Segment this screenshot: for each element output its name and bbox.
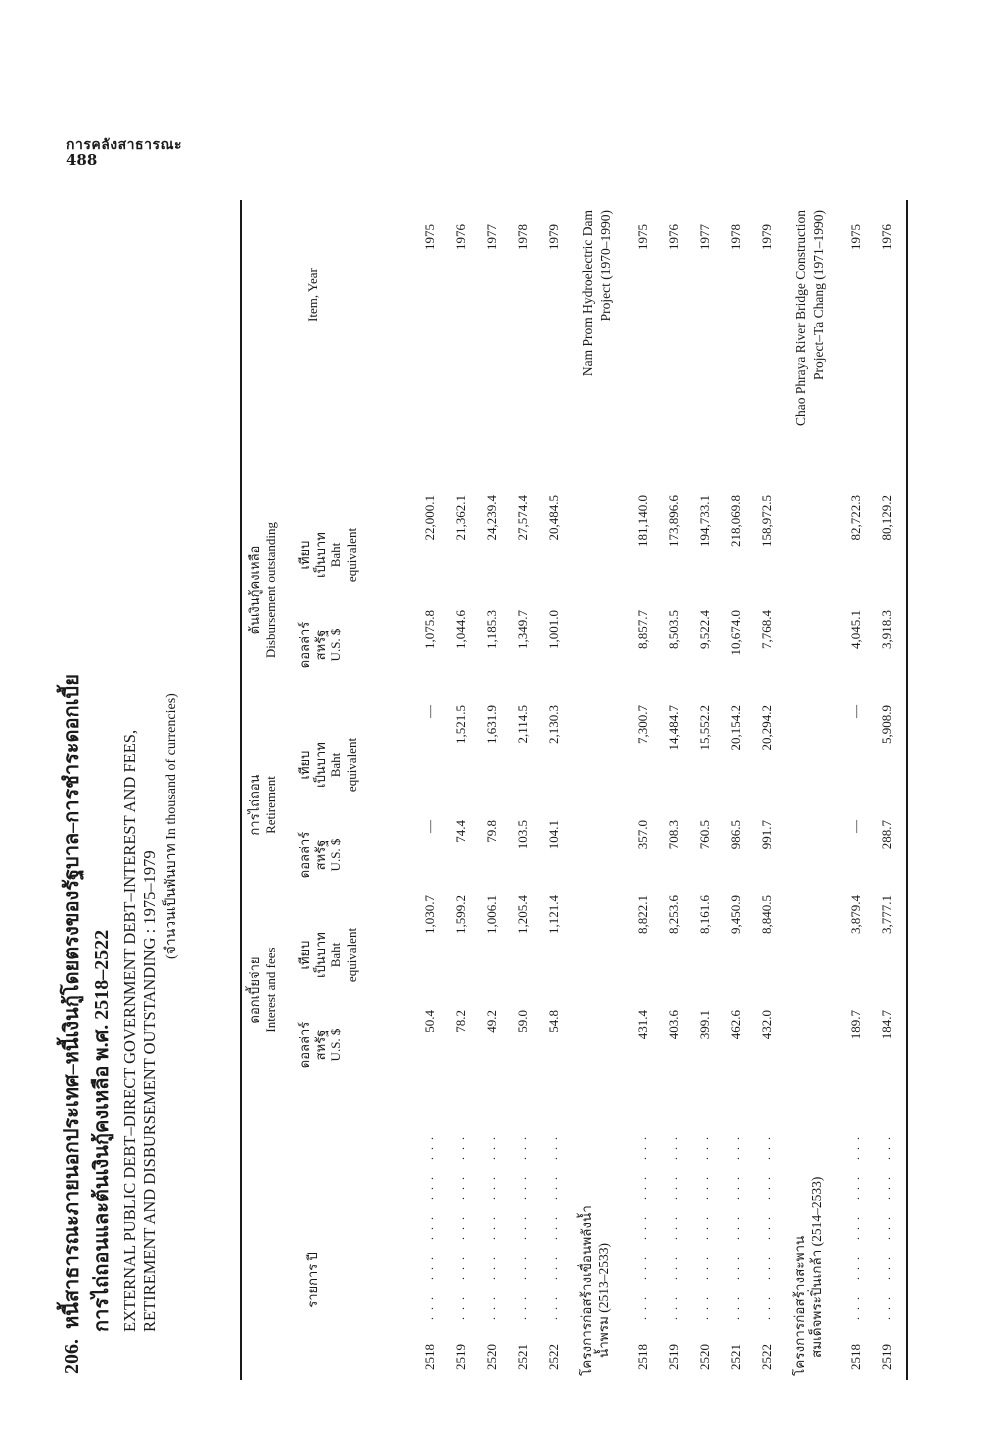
subheader-usd-th2: สหรัฐ [312, 839, 328, 871]
cell-int-usd: 59.0 [515, 1010, 530, 1033]
cell-out-baht: 158,972.5 [759, 495, 774, 547]
section-heading-th [792, 1177, 826, 1376]
leader-dots: ... ... ... ... ... [697, 1130, 711, 1320]
header-group-retirement [247, 720, 278, 890]
leader-dots: ... ... ... ... ... [453, 1130, 467, 1320]
cell-ret-baht: 7,300.7 [635, 705, 650, 744]
cell-ret-usd: 103.5 [515, 820, 530, 850]
subheader-usd [297, 820, 344, 890]
cell-int-baht: 1,006.1 [484, 895, 499, 934]
subheader-usd-en: U.S. $ [328, 628, 344, 662]
row-year-be: 2519 [879, 1344, 894, 1370]
row-year-ce: 1975 [635, 224, 650, 250]
subheader-usd-en: U.S. $ [328, 1028, 344, 1062]
cell-int-usd: 403.6 [666, 1010, 681, 1040]
subheader-baht-th2: เป็นบาท [312, 742, 328, 788]
leader-dots: ... ... ... ... ... [546, 1130, 560, 1320]
unit-note: (จำนวนเป็นพันบาท In thousand of currencies) [163, 693, 179, 959]
running-head [66, 138, 182, 168]
leader-dots: ... ... ... ... ... [879, 1130, 893, 1320]
subheader-usd-en: U.S. $ [328, 838, 344, 872]
header-retirement-en: Retirement [262, 776, 278, 834]
cell-out-usd: 1,185.3 [484, 610, 499, 649]
row-year-ce: 1976 [879, 224, 894, 250]
row-year-ce: 1977 [484, 224, 499, 250]
cell-out-baht: 173,896.6 [666, 495, 681, 547]
table-title-th-2: การไถ่ถอนและต้นเงินกู้คงเหลือ พ.ศ. 2518–2522 [91, 929, 113, 1332]
header-outstanding-th: ต้นเงินกู้คงเหลือ [247, 545, 262, 635]
row-year-be: 2520 [484, 1344, 499, 1370]
cell-out-baht: 82,722.3 [848, 495, 863, 541]
row-year-be: 2521 [728, 1344, 743, 1370]
cell-int-usd: 462.6 [728, 1010, 743, 1040]
cell-out-baht: 27,574.4 [515, 495, 530, 541]
row-year-ce: 1978 [728, 224, 743, 250]
cell-ret-usd: 986.5 [728, 820, 743, 850]
cell-out-usd: 10,674.0 [728, 610, 743, 656]
cell-out-usd: 1,044.6 [453, 610, 468, 649]
leader-dots: ... ... ... ... ... [484, 1130, 498, 1320]
table-number: 206. [61, 1339, 83, 1374]
section-label-en-1: Chao Phraya River Bridge Construction [793, 210, 808, 426]
table-title-thai-1 [60, 214, 84, 1374]
leader-dots: ... ... ... ... ... [635, 1130, 649, 1320]
cell-out-usd: 9,522.4 [697, 610, 712, 649]
cell-ret-baht: 14,484.7 [666, 705, 681, 751]
cell-out-usd: 8,503.5 [666, 610, 681, 649]
row-year-be: 2518 [848, 1344, 863, 1370]
cell-int-usd: 189.7 [848, 1010, 863, 1040]
cell-int-usd: 54.8 [546, 1010, 561, 1033]
running-head-title: การคลังสาธารณะ [66, 137, 182, 153]
subheader-baht-en2: equivalent [343, 927, 359, 983]
cell-int-baht: 8,253.6 [666, 895, 681, 934]
subheader-baht-th1: เทียบ [297, 940, 312, 970]
cell-out-baht: 20,484.5 [546, 495, 561, 541]
table-title-th-1: หนี้สาธารณะภายนอกประเทศ–หนี้เงินกู้โดยตรงของรัฐบาล–การชำระดอกเบี้ย [61, 674, 83, 1329]
cell-ret-baht: 2,114.5 [515, 705, 530, 744]
cell-out-usd: 8,857.7 [635, 610, 650, 649]
subheader-baht-en2: equivalent [343, 527, 359, 583]
page-number: 488 [66, 150, 98, 169]
cell-ret-baht: 2,130.3 [546, 705, 561, 744]
cell-ret-baht: 1,521.5 [453, 705, 468, 744]
row-year-be: 2521 [515, 1344, 530, 1370]
cell-ret-baht: 1,631.9 [484, 705, 499, 744]
cell-int-usd: 399.1 [697, 1010, 712, 1040]
subheader-usd-th1: ดอลล่าร์ [297, 621, 312, 669]
cell-int-baht: 1,121.4 [546, 895, 561, 934]
leader-dots: ... ... ... ... ... [759, 1130, 773, 1320]
section-label-th-2: สมเด็จพระปิ่นเกล้า (2514–2533) [808, 1176, 824, 1358]
cell-int-usd: 432.0 [759, 1010, 774, 1040]
row-year-be: 2522 [759, 1344, 774, 1370]
cell-ret-baht: 15,552.2 [697, 705, 712, 751]
section-heading-en [792, 210, 827, 480]
row-year-ce: 1975 [848, 224, 863, 250]
cell-out-usd: 1,001.0 [546, 610, 561, 649]
cell-int-baht: 3,879.4 [848, 895, 863, 934]
cell-int-baht: 1,030.7 [422, 895, 437, 934]
row-year-ce: 1976 [453, 224, 468, 250]
subheader-baht-en1: Baht [328, 752, 344, 778]
cell-out-baht: 21,362.1 [453, 495, 468, 541]
cell-out-baht: 80,129.2 [879, 495, 894, 541]
subheader-usd [297, 1010, 344, 1080]
subheader-usd-th1: ดอลล่าร์ [297, 1021, 312, 1069]
section-heading-en [579, 210, 614, 480]
subheader-usd-th1: ดอลล่าร์ [297, 831, 312, 879]
cell-int-baht: 3,777.1 [879, 895, 894, 934]
cell-int-usd: 431.4 [635, 1010, 650, 1040]
cell-int-usd: 49.2 [484, 1010, 499, 1033]
table-title-en-1: EXTERNAL PUBLIC DEBT–DIRECT GOVERNMENT DEBT–INTEREST AND FEES, [120, 729, 139, 1332]
subheader-baht [297, 720, 359, 810]
cell-ret-usd: 74.4 [453, 820, 468, 843]
row-year-be: 2522 [546, 1344, 561, 1370]
row-year-be: 2520 [697, 1344, 712, 1370]
header-outstanding-en: Disbursement outstanding [262, 521, 278, 659]
leader-dots: ... ... ... ... ... [728, 1130, 742, 1320]
subheader-baht-th2: เป็นบาท [312, 532, 328, 578]
cell-out-usd: 4,045.1 [848, 610, 863, 649]
row-year-be: 2518 [635, 1344, 650, 1370]
cell-out-baht: 181,140.0 [635, 495, 650, 547]
cell-int-baht: 8,161.6 [697, 895, 712, 934]
section-label-en-2: Project (1970–1990) [597, 210, 613, 322]
row-year-be: 2519 [666, 1344, 681, 1370]
subheader-baht [297, 910, 359, 1000]
cell-ret-usd: — [422, 820, 437, 833]
cell-ret-baht: 5,908.9 [879, 705, 894, 744]
table-title-en-2: RETIREMENT AND DISBURSEMENT OUTSTANDING : 1975–1979 [139, 850, 159, 1332]
subheader-baht-th1: เทียบ [297, 540, 312, 570]
row-year-ce: 1976 [666, 224, 681, 250]
section-label-en-1: Nam Prom Hydroelectric Dam [580, 210, 595, 377]
subheader-usd [297, 610, 344, 680]
cell-int-usd: 78.2 [453, 1010, 468, 1033]
row-year-be: 2518 [422, 1344, 437, 1370]
table-titles [60, 214, 180, 1374]
cell-int-baht: 8,822.1 [635, 895, 650, 934]
cell-ret-baht: 20,294.2 [759, 705, 774, 751]
section-label-th-1: โครงการก่อสร้างเขื่อนพลังน้ำ [579, 1205, 594, 1376]
subheader-usd-th2: สหรัฐ [312, 629, 328, 661]
cell-int-baht: 1,205.4 [515, 895, 530, 934]
cell-ret-usd: 708.3 [666, 820, 681, 850]
cell-ret-usd: — [848, 820, 863, 833]
cell-ret-baht: — [422, 705, 437, 718]
subheader-baht-th2: เป็นบาท [312, 932, 328, 978]
table-bottom-rule [906, 200, 908, 1380]
section-heading-th [579, 1205, 613, 1376]
header-group-outstanding [247, 490, 278, 690]
cell-int-baht: 1,599.2 [453, 895, 468, 934]
cell-out-baht: 218,069.8 [728, 495, 743, 547]
row-year-be: 2519 [453, 1344, 468, 1370]
row-year-ce: 1978 [515, 224, 530, 250]
cell-out-usd: 1,075.8 [422, 610, 437, 649]
subheader-baht-en1: Baht [328, 542, 344, 568]
leader-dots: ... ... ... ... ... [848, 1130, 862, 1320]
cell-int-baht: 9,450.9 [728, 895, 743, 934]
row-year-ce: 1975 [422, 224, 437, 250]
cell-ret-usd: 79.8 [484, 820, 499, 843]
section-label-th-2: น้ำพรม (2513–2533) [595, 1243, 611, 1358]
cell-int-usd: 184.7 [879, 1010, 894, 1040]
row-year-ce: 1977 [697, 224, 712, 250]
section-label-th-1: โครงการก่อสร้างสะพาน [792, 1235, 807, 1376]
section-label-en-2: Project–Ta Chang (1971–1990) [810, 210, 826, 381]
cell-out-usd: 3,918.3 [879, 610, 894, 649]
row-year-ce: 1979 [546, 224, 561, 250]
leader-dots: ... ... ... ... ... [666, 1130, 680, 1320]
subheader-usd-th2: สหรัฐ [312, 1029, 328, 1061]
header-retirement-th: การไถ่ถอน [247, 774, 262, 836]
cell-ret-baht: — [848, 705, 863, 718]
table-top-rule [240, 200, 242, 1380]
cell-ret-usd: 357.0 [635, 820, 650, 850]
cell-int-usd: 50.4 [422, 1010, 437, 1033]
cell-out-usd: 7,768.4 [759, 610, 774, 649]
cell-out-baht: 22,000.1 [422, 495, 437, 541]
cell-out-baht: 194,733.1 [697, 495, 712, 547]
cell-out-baht: 24,239.4 [484, 495, 499, 541]
header-item-en: Item, Year [305, 268, 320, 322]
leader-dots: ... ... ... ... ... [422, 1130, 436, 1320]
cell-int-baht: 8,840.5 [759, 895, 774, 934]
subheader-baht [297, 510, 359, 600]
subheader-baht-en1: Baht [328, 942, 344, 968]
row-year-ce: 1979 [759, 224, 774, 250]
cell-ret-usd: 288.7 [879, 820, 894, 850]
cell-ret-usd: 991.7 [759, 820, 774, 850]
cell-out-usd: 1,349.7 [515, 610, 530, 649]
header-group-interest [247, 900, 278, 1080]
rotated-table-sheet [60, 200, 910, 1380]
cell-ret-baht: 20,154.2 [728, 705, 743, 751]
subheader-baht-en2: equivalent [343, 737, 359, 793]
header-item-th: รายการ ปี [305, 1252, 320, 1308]
subheader-baht-th1: เทียบ [297, 750, 312, 780]
header-interest-en: Interest and fees [262, 947, 278, 1033]
cell-ret-usd: 760.5 [697, 820, 712, 850]
header-interest-th: ดอกเบี้ยจ่าย [247, 956, 262, 1024]
cell-ret-usd: 104.1 [546, 820, 561, 850]
leader-dots: ... ... ... ... ... [515, 1130, 529, 1320]
